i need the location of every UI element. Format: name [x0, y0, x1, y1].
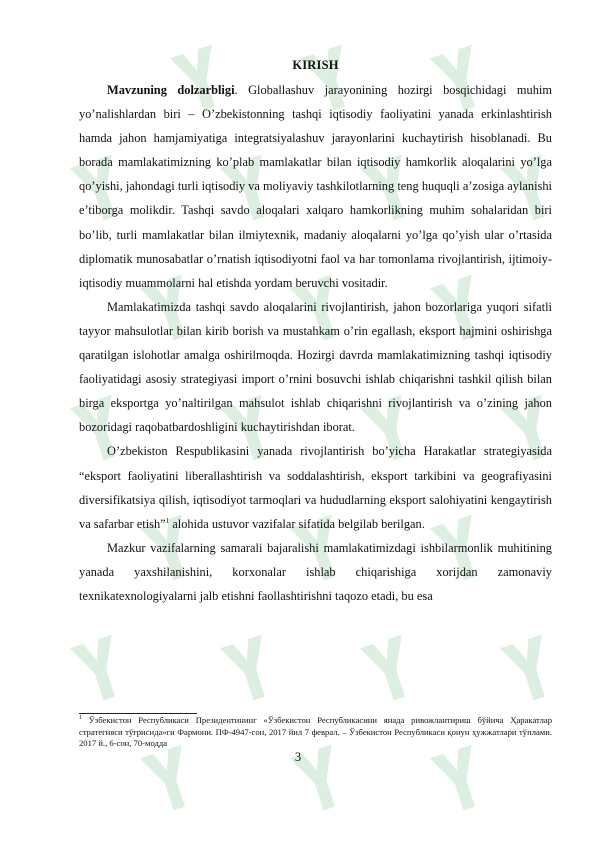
- paragraph-2: Mamlakatimizda tashqi savdo aloqalarini rivojlantirish, jahon bozorlariga yuqori sifatli tayyor mahsulotlar bilan kirib borish va mustahkam o’rin egallash, eksport hajmini oshirishga qaratilgan islohotlar amalga oshirilmoqda. Hozirgi davrda mamlakatimizning tashqi iqtisodiy faoliyatidagi asosiy strategiyasi import o’rnini bosuvchi ishlab chiqarishni tashkil qilish bilan birga eksportga yo’naltirilgan mahsulot ishlab chiqarishni rivojlantirish va o’zining jahon bozoridagi raqobatbardoshligini kuchaytirishdan iborat.: [79, 299, 552, 435]
- paragraph-3-text-before: O’zbekiston Respublikasini yanada rivojlantirish bo’yicha Harakatlar strategiyasida “eksport faoliyatini liberallashtirish va soddalashtirish, eksport tarkibini va geografiyasini diversifikatsiya qilish, iqtisodiyot tarmoqlari va hududlarning eksport salohiyatini kengaytirish va safarbar etish”: [79, 444, 552, 531]
- footnote-number: 1: [79, 715, 82, 722]
- footnote-separator: [79, 713, 197, 714]
- section-heading: KIRISH: [292, 58, 339, 72]
- paragraph-1-lead: Mavzuning dolzarbligi: [107, 83, 235, 97]
- document-body: [79, 56, 552, 608]
- paragraph-1: [79, 78, 552, 295]
- watermark-logo-icon: [220, 630, 280, 710]
- page-number: 3: [294, 750, 302, 764]
- paragraph-4: Mazkur vazifalarning samarali bajaralishi mamlakatimizdagi ishbilarmonlik muhitining yanada yaxshilanishini, korxonalar ishlab chiqarishiga xorijdan zamonaviy texnikatexnologiyalarni jalb etishni faollashtirishni taqozo etadi, bu esa: [79, 540, 552, 603]
- footnote-reference: 1: [165, 516, 170, 525]
- footnote: [79, 715, 552, 750]
- paragraph-3-text-after: alohida ustuvor vazifalar sifatida belgilab berilgan.: [169, 516, 425, 531]
- footnote-text: Ўзбекистон Республикаси Президентининг «Ўзбекистон Республикасини янада ривожлантириш бўйича Ҳаракатлар стратегияси тўғрисида»ги Фармони. ПФ-4947-сон, 2017 йил 7 феврал. – Ўзбекистон Республикаси қонун ҳужжатлари тўплами. 2017 й., 6-сон, 70-модда: [79, 715, 552, 748]
- watermark-logo-icon: [360, 630, 420, 710]
- paragraph-1-text: . Globallashuv jarayonining hozirgi bosqichidagi muhim yo’nalishlardan biri – O’zbekistonning tashqi iqtisodiy faoliyatini yanada erkinlashtirish hamda jahon hamjamiyatiga integratsiyalashuv jarayonlarini kuchaytirish hisoblanadi. Bu borada mamlakatimizning ko’plab mamlakatlar bilan iqtisodiy hamkorlik aloqalarini yo’lga qo’yishi, jahondagi turli iqtisodiy va moliyaviy tashkilotlarning teng huquqli a’zosiga aylanishi e’tiborga molikdir. Tashqi savdo aloqalari xalqaro hamkorlikning muhim sohalaridan biri bo’lib, turli mamlakatlar bilan ilmiytexnik, madaniy aloqalarni yo’lga qo’yish ular o’rtasida diplomatik munosabatlar o’rnatish iqtisodiyotni faol va har tomonlama rivojlantirish, ijtimoiy-iqtisodiy muammolarni hal etishda yordam beruvchi vositadir.: [79, 83, 552, 290]
- watermark-logo-icon: [70, 630, 130, 710]
- paragraph-3: [79, 439, 552, 535]
- watermark-logo-icon: [500, 630, 560, 710]
